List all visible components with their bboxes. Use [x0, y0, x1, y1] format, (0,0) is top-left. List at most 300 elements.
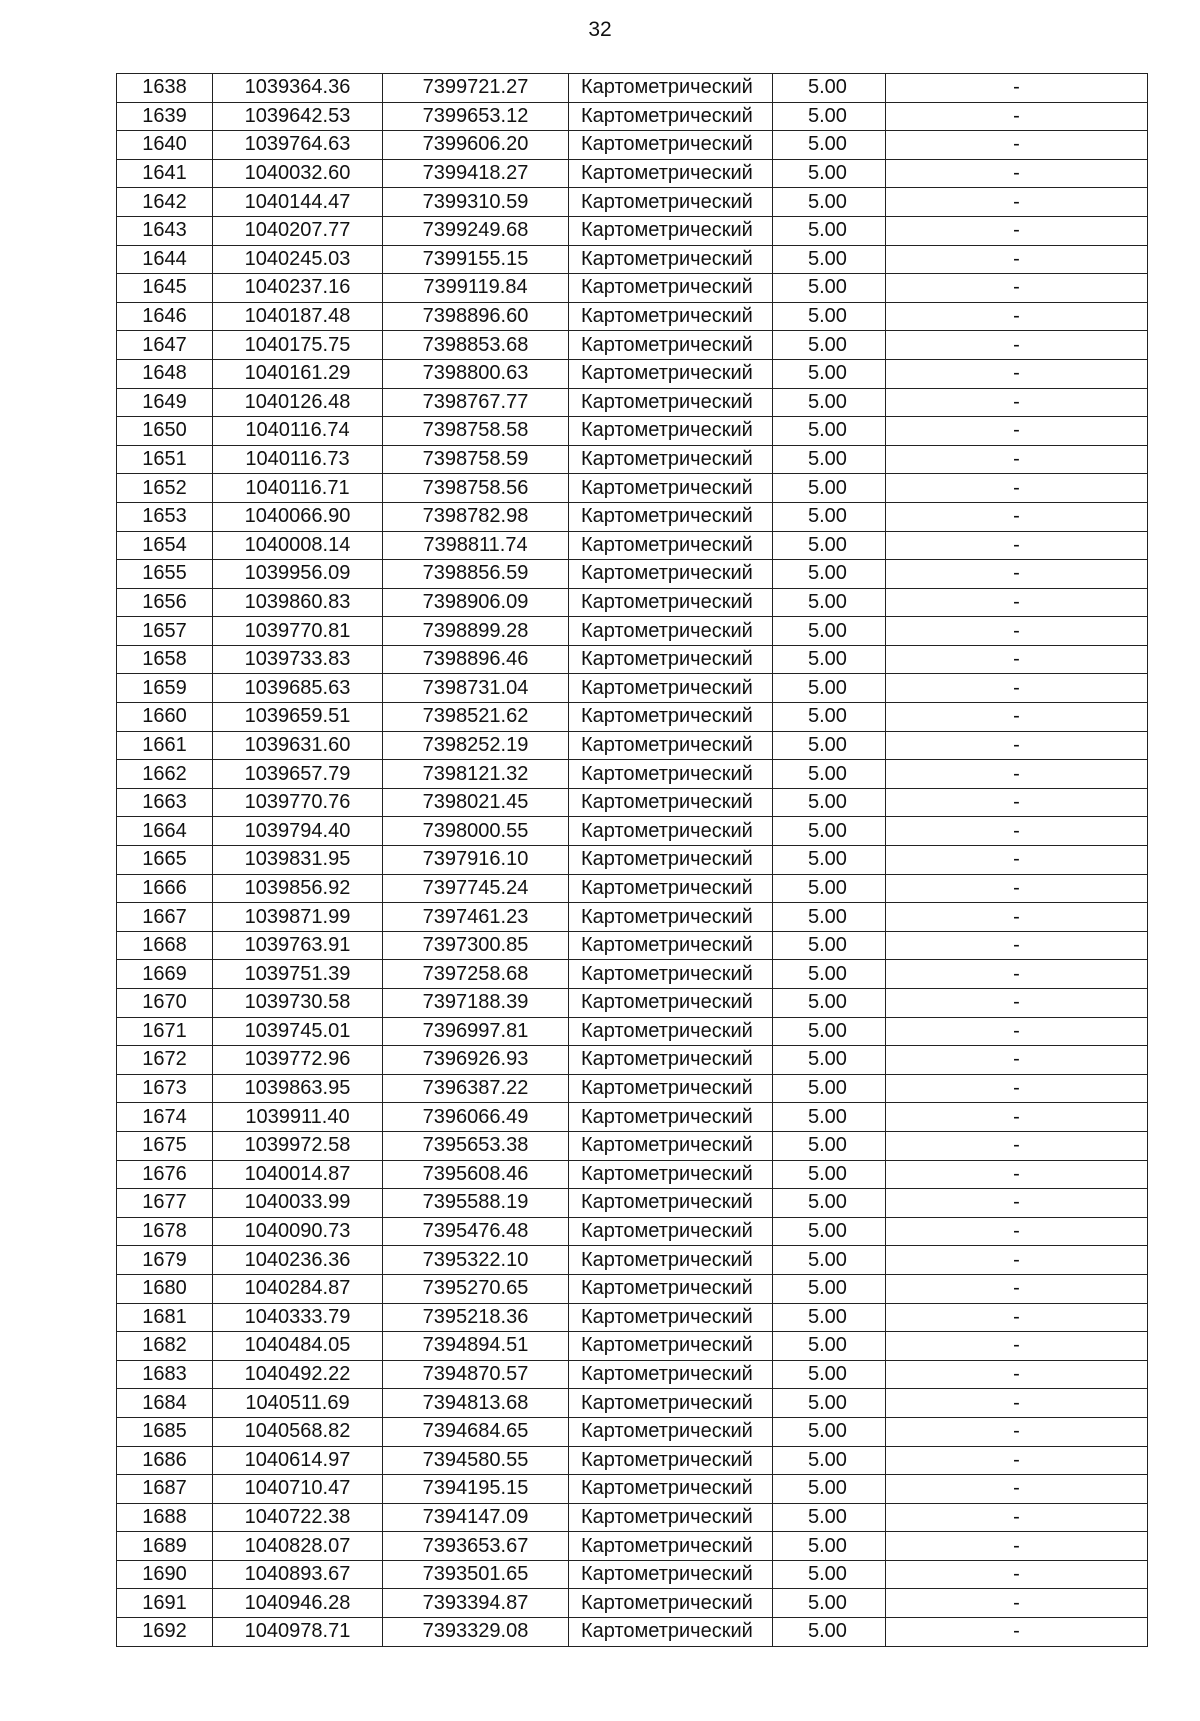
description-cell: -	[886, 502, 1148, 531]
description-cell: -	[886, 445, 1148, 474]
description-cell: -	[886, 1046, 1148, 1075]
precision-cell: 5.00	[773, 1332, 886, 1361]
y-coordinate-cell: 7397300.85	[383, 931, 569, 960]
method-cell: Картометрический	[569, 960, 773, 989]
x-coordinate-cell: 1040175.75	[213, 331, 383, 360]
method-cell: Картометрический	[569, 989, 773, 1018]
y-coordinate-cell: 7399653.12	[383, 102, 569, 131]
description-cell: -	[886, 1503, 1148, 1532]
x-coordinate-cell: 1040828.07	[213, 1532, 383, 1561]
method-cell: Картометрический	[569, 1332, 773, 1361]
method-cell: Картометрический	[569, 331, 773, 360]
point-number-cell: 1691	[117, 1589, 213, 1618]
point-number-cell: 1645	[117, 274, 213, 303]
point-number-cell: 1682	[117, 1332, 213, 1361]
table-row	[117, 245, 1148, 274]
table-row	[117, 1417, 1148, 1446]
description-cell: -	[886, 417, 1148, 446]
method-cell: Картометрический	[569, 1503, 773, 1532]
y-coordinate-cell: 7397188.39	[383, 989, 569, 1018]
precision-cell: 5.00	[773, 731, 886, 760]
precision-cell: 5.00	[773, 388, 886, 417]
method-cell: Картометрический	[569, 817, 773, 846]
point-number-cell: 1655	[117, 560, 213, 589]
description-cell: -	[886, 245, 1148, 274]
method-cell: Картометрический	[569, 131, 773, 160]
point-number-cell: 1679	[117, 1246, 213, 1275]
description-cell: -	[886, 1446, 1148, 1475]
point-number-cell: 1649	[117, 388, 213, 417]
y-coordinate-cell: 7398021.45	[383, 788, 569, 817]
table-row	[117, 645, 1148, 674]
y-coordinate-cell: 7394870.57	[383, 1360, 569, 1389]
point-number-cell: 1658	[117, 645, 213, 674]
point-number-cell: 1659	[117, 674, 213, 703]
x-coordinate-cell: 1039733.83	[213, 645, 383, 674]
y-coordinate-cell: 7398521.62	[383, 703, 569, 732]
description-cell: -	[886, 1389, 1148, 1418]
precision-cell: 5.00	[773, 1618, 886, 1647]
y-coordinate-cell: 7395653.38	[383, 1131, 569, 1160]
x-coordinate-cell: 1040568.82	[213, 1417, 383, 1446]
table-row	[117, 1532, 1148, 1561]
method-cell: Картометрический	[569, 302, 773, 331]
x-coordinate-cell: 1040946.28	[213, 1589, 383, 1618]
y-coordinate-cell: 7393653.67	[383, 1532, 569, 1561]
table-row	[117, 1103, 1148, 1132]
y-coordinate-cell: 7399310.59	[383, 188, 569, 217]
table-row	[117, 1303, 1148, 1332]
precision-cell: 5.00	[773, 359, 886, 388]
point-number-cell: 1647	[117, 331, 213, 360]
precision-cell: 5.00	[773, 1532, 886, 1561]
description-cell: -	[886, 74, 1148, 103]
x-coordinate-cell: 1039764.63	[213, 131, 383, 160]
table-row	[117, 1332, 1148, 1361]
description-cell: -	[886, 474, 1148, 503]
method-cell: Картометрический	[569, 1389, 773, 1418]
description-cell: -	[886, 874, 1148, 903]
point-number-cell: 1676	[117, 1160, 213, 1189]
point-number-cell: 1666	[117, 874, 213, 903]
description-cell: -	[886, 1274, 1148, 1303]
point-number-cell: 1642	[117, 188, 213, 217]
precision-cell: 5.00	[773, 1503, 886, 1532]
y-coordinate-cell: 7399418.27	[383, 159, 569, 188]
y-coordinate-cell: 7395476.48	[383, 1217, 569, 1246]
description-cell: -	[886, 302, 1148, 331]
x-coordinate-cell: 1040207.77	[213, 216, 383, 245]
x-coordinate-cell: 1040978.71	[213, 1618, 383, 1647]
description-cell: -	[886, 703, 1148, 732]
table-row	[117, 417, 1148, 446]
precision-cell: 5.00	[773, 474, 886, 503]
precision-cell: 5.00	[773, 903, 886, 932]
description-cell: -	[886, 731, 1148, 760]
y-coordinate-cell: 7398731.04	[383, 674, 569, 703]
x-coordinate-cell: 1040116.73	[213, 445, 383, 474]
x-coordinate-cell: 1040284.87	[213, 1274, 383, 1303]
precision-cell: 5.00	[773, 302, 886, 331]
point-number-cell: 1684	[117, 1389, 213, 1418]
point-number-cell: 1665	[117, 846, 213, 875]
point-number-cell: 1651	[117, 445, 213, 474]
y-coordinate-cell: 7399606.20	[383, 131, 569, 160]
precision-cell: 5.00	[773, 760, 886, 789]
description-cell: -	[886, 588, 1148, 617]
y-coordinate-cell: 7395322.10	[383, 1246, 569, 1275]
method-cell: Картометрический	[569, 1160, 773, 1189]
x-coordinate-cell: 1039763.91	[213, 931, 383, 960]
description-cell: -	[886, 989, 1148, 1018]
table-row	[117, 1560, 1148, 1589]
point-number-cell: 1667	[117, 903, 213, 932]
x-coordinate-cell: 1040237.16	[213, 274, 383, 303]
y-coordinate-cell: 7399155.15	[383, 245, 569, 274]
coordinates-table-body	[117, 74, 1148, 1647]
precision-cell: 5.00	[773, 1274, 886, 1303]
table-row	[117, 1189, 1148, 1218]
precision-cell: 5.00	[773, 74, 886, 103]
y-coordinate-cell: 7398811.74	[383, 531, 569, 560]
x-coordinate-cell: 1039794.40	[213, 817, 383, 846]
x-coordinate-cell: 1039659.51	[213, 703, 383, 732]
point-number-cell: 1663	[117, 788, 213, 817]
y-coordinate-cell: 7395270.65	[383, 1274, 569, 1303]
x-coordinate-cell: 1039911.40	[213, 1103, 383, 1132]
point-number-cell: 1661	[117, 731, 213, 760]
table-row	[117, 1017, 1148, 1046]
y-coordinate-cell: 7394894.51	[383, 1332, 569, 1361]
y-coordinate-cell: 7398856.59	[383, 560, 569, 589]
method-cell: Картометрический	[569, 74, 773, 103]
x-coordinate-cell: 1040008.14	[213, 531, 383, 560]
method-cell: Картометрический	[569, 703, 773, 732]
x-coordinate-cell: 1039956.09	[213, 560, 383, 589]
y-coordinate-cell: 7396997.81	[383, 1017, 569, 1046]
y-coordinate-cell: 7395218.36	[383, 1303, 569, 1332]
table-row	[117, 760, 1148, 789]
table-row	[117, 588, 1148, 617]
x-coordinate-cell: 1040236.36	[213, 1246, 383, 1275]
x-coordinate-cell: 1040710.47	[213, 1475, 383, 1504]
point-number-cell: 1664	[117, 817, 213, 846]
table-row	[117, 1046, 1148, 1075]
method-cell: Картометрический	[569, 1046, 773, 1075]
x-coordinate-cell: 1040014.87	[213, 1160, 383, 1189]
table-row	[117, 1274, 1148, 1303]
y-coordinate-cell: 7397461.23	[383, 903, 569, 932]
x-coordinate-cell: 1040126.48	[213, 388, 383, 417]
y-coordinate-cell: 7398906.09	[383, 588, 569, 617]
table-row	[117, 846, 1148, 875]
precision-cell: 5.00	[773, 331, 886, 360]
precision-cell: 5.00	[773, 245, 886, 274]
description-cell: -	[886, 1217, 1148, 1246]
description-cell: -	[886, 1618, 1148, 1647]
table-row	[117, 989, 1148, 1018]
x-coordinate-cell: 1039860.83	[213, 588, 383, 617]
point-number-cell: 1675	[117, 1131, 213, 1160]
table-row	[117, 1131, 1148, 1160]
table-row	[117, 1074, 1148, 1103]
method-cell: Картометрический	[569, 1446, 773, 1475]
method-cell: Картометрический	[569, 1074, 773, 1103]
description-cell: -	[886, 1332, 1148, 1361]
y-coordinate-cell: 7398767.77	[383, 388, 569, 417]
x-coordinate-cell: 1039831.95	[213, 846, 383, 875]
x-coordinate-cell: 1039730.58	[213, 989, 383, 1018]
table-row	[117, 1446, 1148, 1475]
point-number-cell: 1640	[117, 131, 213, 160]
y-coordinate-cell: 7398252.19	[383, 731, 569, 760]
description-cell: -	[886, 674, 1148, 703]
table-row	[117, 274, 1148, 303]
description-cell: -	[886, 617, 1148, 646]
description-cell: -	[886, 760, 1148, 789]
point-number-cell: 1686	[117, 1446, 213, 1475]
y-coordinate-cell: 7394147.09	[383, 1503, 569, 1532]
method-cell: Картометрический	[569, 1417, 773, 1446]
point-number-cell: 1670	[117, 989, 213, 1018]
point-number-cell: 1690	[117, 1560, 213, 1589]
precision-cell: 5.00	[773, 1074, 886, 1103]
description-cell: -	[886, 1189, 1148, 1218]
description-cell: -	[886, 131, 1148, 160]
x-coordinate-cell: 1039631.60	[213, 731, 383, 760]
table-row	[117, 874, 1148, 903]
description-cell: -	[886, 1560, 1148, 1589]
table-row	[117, 817, 1148, 846]
table-row	[117, 560, 1148, 589]
precision-cell: 5.00	[773, 1560, 886, 1589]
precision-cell: 5.00	[773, 1046, 886, 1075]
x-coordinate-cell: 1040245.03	[213, 245, 383, 274]
description-cell: -	[886, 1417, 1148, 1446]
precision-cell: 5.00	[773, 1360, 886, 1389]
method-cell: Картометрический	[569, 188, 773, 217]
description-cell: -	[886, 960, 1148, 989]
y-coordinate-cell: 7398758.56	[383, 474, 569, 503]
table-row	[117, 502, 1148, 531]
precision-cell: 5.00	[773, 216, 886, 245]
precision-cell: 5.00	[773, 531, 886, 560]
method-cell: Картометрический	[569, 1532, 773, 1561]
description-cell: -	[886, 359, 1148, 388]
precision-cell: 5.00	[773, 1389, 886, 1418]
precision-cell: 5.00	[773, 445, 886, 474]
y-coordinate-cell: 7396066.49	[383, 1103, 569, 1132]
y-coordinate-cell: 7393394.87	[383, 1589, 569, 1618]
method-cell: Картометрический	[569, 731, 773, 760]
x-coordinate-cell: 1040144.47	[213, 188, 383, 217]
precision-cell: 5.00	[773, 874, 886, 903]
table-row	[117, 359, 1148, 388]
x-coordinate-cell: 1039770.81	[213, 617, 383, 646]
description-cell: -	[886, 1360, 1148, 1389]
table-row	[117, 1389, 1148, 1418]
x-coordinate-cell: 1040333.79	[213, 1303, 383, 1332]
method-cell: Картометрический	[569, 674, 773, 703]
y-coordinate-cell: 7398896.60	[383, 302, 569, 331]
y-coordinate-cell: 7393329.08	[383, 1618, 569, 1647]
table-row	[117, 1503, 1148, 1532]
method-cell: Картометрический	[569, 1560, 773, 1589]
method-cell: Картометрический	[569, 445, 773, 474]
description-cell: -	[886, 1017, 1148, 1046]
method-cell: Картометрический	[569, 1131, 773, 1160]
y-coordinate-cell: 7398800.63	[383, 359, 569, 388]
x-coordinate-cell: 1040161.29	[213, 359, 383, 388]
description-cell: -	[886, 274, 1148, 303]
description-cell: -	[886, 1246, 1148, 1275]
y-coordinate-cell: 7398000.55	[383, 817, 569, 846]
y-coordinate-cell: 7398121.32	[383, 760, 569, 789]
method-cell: Картометрический	[569, 531, 773, 560]
y-coordinate-cell: 7399119.84	[383, 274, 569, 303]
description-cell: -	[886, 1532, 1148, 1561]
method-cell: Картометрический	[569, 1217, 773, 1246]
point-number-cell: 1687	[117, 1475, 213, 1504]
table-row	[117, 1160, 1148, 1189]
description-cell: -	[886, 903, 1148, 932]
method-cell: Картометрический	[569, 474, 773, 503]
point-number-cell: 1653	[117, 502, 213, 531]
y-coordinate-cell: 7399249.68	[383, 216, 569, 245]
precision-cell: 5.00	[773, 1217, 886, 1246]
method-cell: Картометрический	[569, 903, 773, 932]
method-cell: Картометрический	[569, 1360, 773, 1389]
method-cell: Картометрический	[569, 788, 773, 817]
method-cell: Картометрический	[569, 846, 773, 875]
x-coordinate-cell: 1039751.39	[213, 960, 383, 989]
table-row	[117, 131, 1148, 160]
point-number-cell: 1652	[117, 474, 213, 503]
precision-cell: 5.00	[773, 788, 886, 817]
y-coordinate-cell: 7393501.65	[383, 1560, 569, 1589]
method-cell: Картометрический	[569, 388, 773, 417]
point-number-cell: 1671	[117, 1017, 213, 1046]
method-cell: Картометрический	[569, 502, 773, 531]
x-coordinate-cell: 1040893.67	[213, 1560, 383, 1589]
y-coordinate-cell: 7394580.55	[383, 1446, 569, 1475]
table-row	[117, 302, 1148, 331]
table-row	[117, 216, 1148, 245]
table-row	[117, 903, 1148, 932]
description-cell: -	[886, 817, 1148, 846]
method-cell: Картометрический	[569, 417, 773, 446]
x-coordinate-cell: 1039642.53	[213, 102, 383, 131]
y-coordinate-cell: 7396926.93	[383, 1046, 569, 1075]
table-row	[117, 445, 1148, 474]
y-coordinate-cell: 7397916.10	[383, 846, 569, 875]
precision-cell: 5.00	[773, 846, 886, 875]
x-coordinate-cell: 1040614.97	[213, 1446, 383, 1475]
y-coordinate-cell: 7399721.27	[383, 74, 569, 103]
description-cell: -	[886, 1074, 1148, 1103]
point-number-cell: 1677	[117, 1189, 213, 1218]
x-coordinate-cell: 1039364.36	[213, 74, 383, 103]
precision-cell: 5.00	[773, 617, 886, 646]
method-cell: Картометрический	[569, 760, 773, 789]
precision-cell: 5.00	[773, 502, 886, 531]
point-number-cell: 1650	[117, 417, 213, 446]
precision-cell: 5.00	[773, 560, 886, 589]
method-cell: Картометрический	[569, 1475, 773, 1504]
method-cell: Картометрический	[569, 245, 773, 274]
y-coordinate-cell: 7397745.24	[383, 874, 569, 903]
method-cell: Картометрический	[569, 1274, 773, 1303]
y-coordinate-cell: 7396387.22	[383, 1074, 569, 1103]
x-coordinate-cell: 1039863.95	[213, 1074, 383, 1103]
table-row	[117, 331, 1148, 360]
precision-cell: 5.00	[773, 1446, 886, 1475]
description-cell: -	[886, 846, 1148, 875]
description-cell: -	[886, 1160, 1148, 1189]
x-coordinate-cell: 1040066.90	[213, 502, 383, 531]
method-cell: Картометрический	[569, 1017, 773, 1046]
method-cell: Картометрический	[569, 159, 773, 188]
precision-cell: 5.00	[773, 131, 886, 160]
table-row	[117, 74, 1148, 103]
y-coordinate-cell: 7397258.68	[383, 960, 569, 989]
coordinates-table	[116, 73, 1148, 1647]
point-number-cell: 1692	[117, 1618, 213, 1647]
method-cell: Картометрический	[569, 874, 773, 903]
precision-cell: 5.00	[773, 274, 886, 303]
x-coordinate-cell: 1040033.99	[213, 1189, 383, 1218]
table-row	[117, 674, 1148, 703]
description-cell: -	[886, 1475, 1148, 1504]
precision-cell: 5.00	[773, 417, 886, 446]
method-cell: Картометрический	[569, 1189, 773, 1218]
point-number-cell: 1641	[117, 159, 213, 188]
x-coordinate-cell: 1040484.05	[213, 1332, 383, 1361]
y-coordinate-cell: 7398782.98	[383, 502, 569, 531]
x-coordinate-cell: 1039972.58	[213, 1131, 383, 1160]
description-cell: -	[886, 1589, 1148, 1618]
table-row	[117, 474, 1148, 503]
precision-cell: 5.00	[773, 159, 886, 188]
point-number-cell: 1660	[117, 703, 213, 732]
precision-cell: 5.00	[773, 102, 886, 131]
x-coordinate-cell: 1040187.48	[213, 302, 383, 331]
description-cell: -	[886, 188, 1148, 217]
method-cell: Картометрический	[569, 102, 773, 131]
method-cell: Картометрический	[569, 1303, 773, 1332]
x-coordinate-cell: 1040116.71	[213, 474, 383, 503]
y-coordinate-cell: 7398899.28	[383, 617, 569, 646]
y-coordinate-cell: 7395588.19	[383, 1189, 569, 1218]
point-number-cell: 1680	[117, 1274, 213, 1303]
page-number: 32	[588, 18, 612, 41]
table-row	[117, 388, 1148, 417]
method-cell: Картометрический	[569, 560, 773, 589]
table-row	[117, 788, 1148, 817]
point-number-cell: 1685	[117, 1417, 213, 1446]
precision-cell: 5.00	[773, 1303, 886, 1332]
x-coordinate-cell: 1039685.63	[213, 674, 383, 703]
point-number-cell: 1681	[117, 1303, 213, 1332]
y-coordinate-cell: 7398758.59	[383, 445, 569, 474]
description-cell: -	[886, 531, 1148, 560]
y-coordinate-cell: 7398758.58	[383, 417, 569, 446]
description-cell: -	[886, 931, 1148, 960]
precision-cell: 5.00	[773, 1246, 886, 1275]
x-coordinate-cell: 1040722.38	[213, 1503, 383, 1532]
method-cell: Картометрический	[569, 588, 773, 617]
table-row	[117, 159, 1148, 188]
